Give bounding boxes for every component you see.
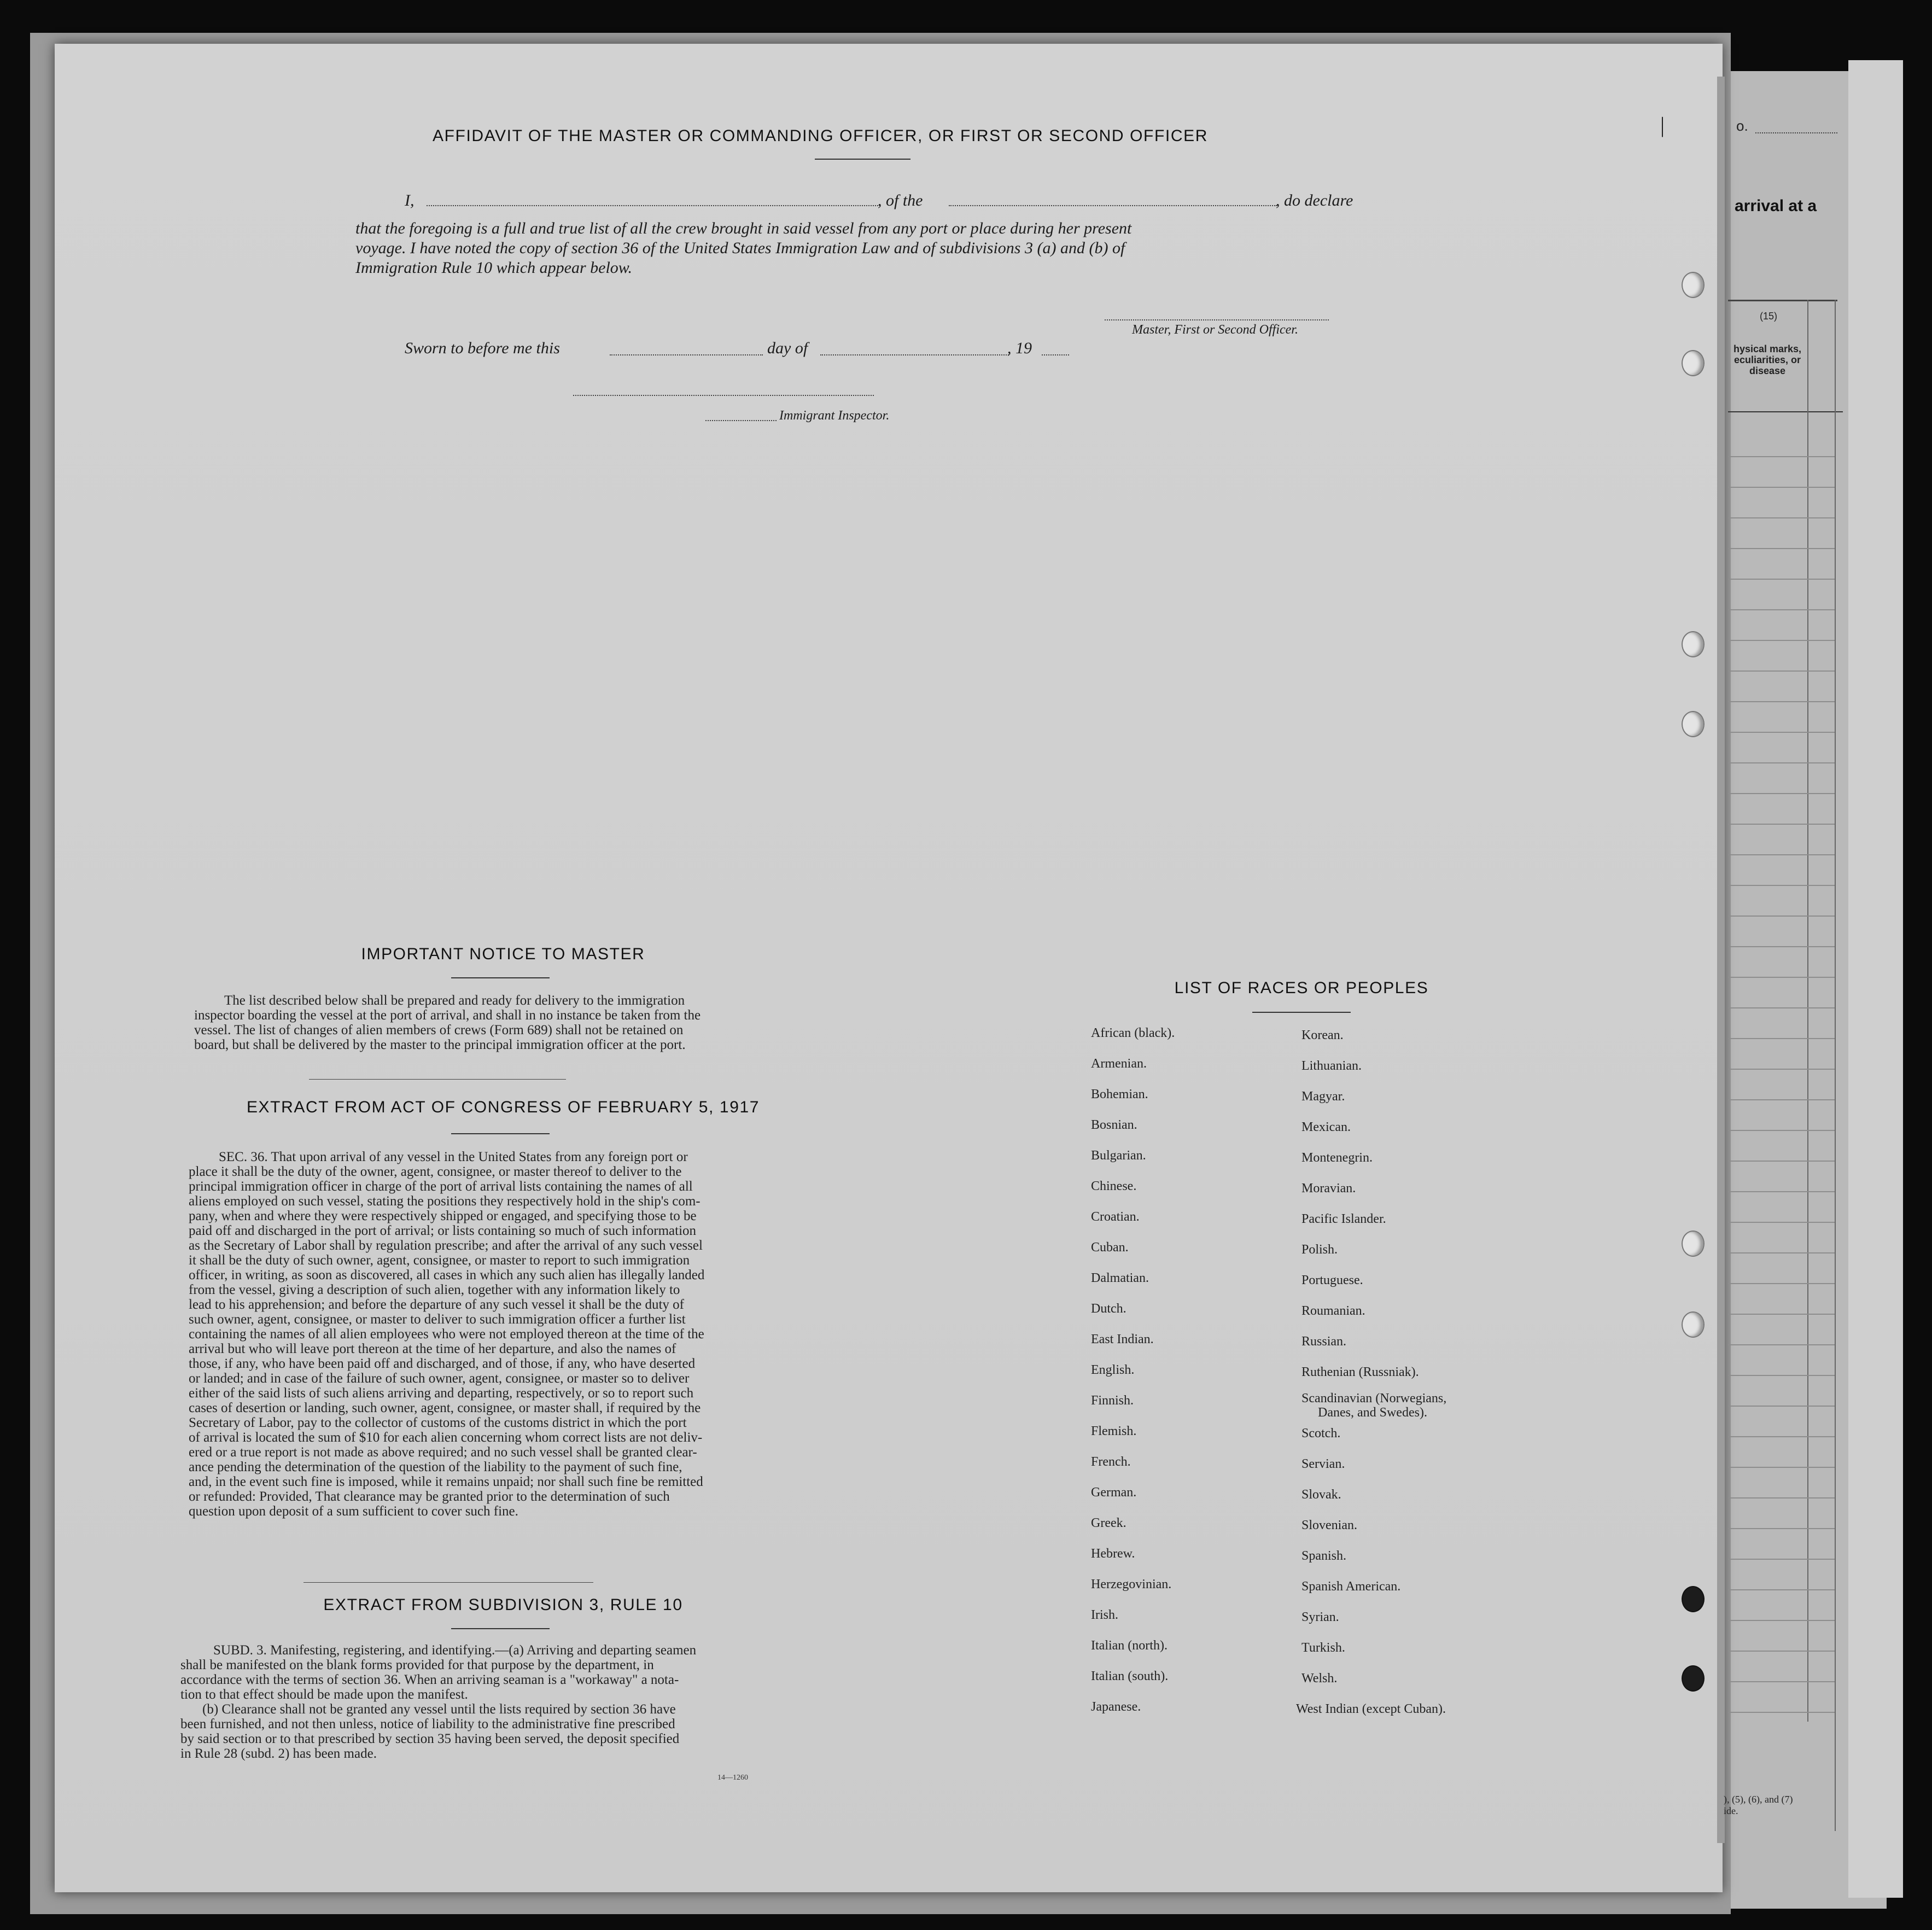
act-line: aliens employed on such vessel, stating the positions they respectively hold in the ship's com-: [189, 1194, 701, 1209]
race-right: Pacific Islander.: [1301, 1212, 1386, 1226]
act-line: officer, in writing, as soon as discovered, all cases in which any such alien has illegally landed: [189, 1268, 705, 1282]
act-line: or refunded: Provided, That clearance may be granted prior to the determination of such: [189, 1489, 670, 1504]
races-underline: [1252, 1012, 1351, 1013]
back-sheet-col-rule: [1728, 411, 1843, 412]
day-of-label: day of: [767, 339, 808, 357]
declare-label: , do declare: [1276, 191, 1353, 209]
act-line: from the vessel, giving a description of such alien, together with any information likely to: [189, 1282, 680, 1297]
race-left: Dalmatian.: [1091, 1271, 1149, 1285]
affidavit-body: [355, 219, 1373, 278]
vessel-name-field[interactable]: [949, 205, 1277, 206]
punch-hole: [1682, 272, 1705, 298]
act-heading: EXTRACT FROM ACT OF CONGRESS OF FEBRUARY 5, 1917: [246, 1098, 760, 1116]
race-right: Slovenian.: [1301, 1518, 1357, 1532]
rule-line: shall be manifested on the blank forms provided for that purpose by the department, in: [180, 1658, 654, 1672]
race-right: Servian.: [1301, 1457, 1345, 1471]
race-right: Ruthenian (Russniak).: [1301, 1365, 1419, 1379]
race-right: Turkish.: [1301, 1641, 1345, 1655]
rule-line: accordance with the terms of section 36. When an arriving seaman is a "workaway" a nota-: [180, 1672, 679, 1687]
race-right: Montenegrin.: [1301, 1151, 1373, 1165]
race-right: Welsh.: [1301, 1671, 1338, 1686]
races-heading: LIST OF RACES OR PEOPLES: [1174, 979, 1429, 997]
race-right: Russian.: [1301, 1334, 1347, 1349]
inspector-dotline: [705, 420, 777, 421]
act-line: as the Secretary of Labor shall by regulation prescribe; and after the arrival of any such vessel: [189, 1238, 703, 1253]
race-left: East Indian.: [1091, 1332, 1154, 1346]
act-line: arrival but who will leave port thereon at the time of her departure, and also the names of: [189, 1342, 676, 1356]
act-line: either of the said lists of such aliens arriving and departing, respectively, or so to report such: [189, 1386, 694, 1401]
race-right: Roumanian.: [1301, 1304, 1365, 1318]
back-sheet-no: o.: [1736, 118, 1748, 134]
affiant-label: I,: [405, 191, 415, 209]
race-left: Greek.: [1091, 1516, 1126, 1530]
back-sheet-dotline: [1755, 132, 1837, 133]
act-line: it shall be the duty of such owner, agent, consignee, or master to report to such immigration: [189, 1253, 690, 1268]
act-line: Secretary of Labor, pay to the collector of customs of the customs district in which the port: [189, 1415, 687, 1430]
act-line: or landed; and in case of the failure of such owner, agent, consignee, or master so to deliver: [189, 1371, 690, 1386]
race-left: Herzegovinian.: [1091, 1577, 1172, 1591]
back-sheet-footer-line: ), (5), (6), and (7): [1724, 1794, 1793, 1805]
act-line: paid off and discharged in the port of arrival; or lists containing so much of such information: [189, 1223, 697, 1238]
race-right: Korean.: [1301, 1028, 1344, 1042]
race-right: Polish.: [1301, 1243, 1338, 1257]
rule-line: tion to that effect should be made upon the manifest.: [180, 1687, 468, 1702]
act-line: such owner, agent, consignee, or master to deliver to such immigration officer a further list: [189, 1312, 686, 1327]
affidavit-body-line: that the foregoing is a full and true list of all the crew brought in said vessel from any port or place during her present: [355, 219, 1132, 237]
race-right: Scotch.: [1301, 1426, 1341, 1441]
act-line: principal immigration officer in charge of the port of arrival lists containing the names of all: [189, 1179, 693, 1194]
page-edge: [1717, 77, 1725, 1843]
race-right: Syrian.: [1301, 1610, 1339, 1624]
punch-hole: [1682, 1231, 1705, 1257]
section-divider: [303, 1582, 593, 1583]
act-line: SEC. 36. That upon arrival of any vessel in the United States from any foreign port or: [219, 1150, 688, 1164]
act-line: lead to his apprehension; and before the departure of any such vessel it shall be the duty of: [189, 1297, 684, 1312]
notice-line: vessel. The list of changes of alien members of crews (Form 689) shall not be retained on: [194, 1023, 684, 1037]
punch-hole: [1682, 1665, 1705, 1692]
year-label: , 19: [1007, 339, 1032, 357]
race-left: Bosnian.: [1091, 1118, 1137, 1132]
race-right: Spanish.: [1301, 1549, 1347, 1563]
notice-underline: [451, 977, 550, 978]
notice-line: inspector boarding the vessel at the port of arrival, and shall in no instance be taken from the: [194, 1008, 701, 1023]
back-sheet-header-rule: [1728, 300, 1837, 301]
act-line: place it shall be the duty of the owner, agent, consignee, or master thereof to deliver to the: [189, 1164, 682, 1179]
punch-hole: [1682, 1311, 1705, 1338]
race-left: English.: [1091, 1363, 1135, 1377]
officer-signature-field[interactable]: [1105, 319, 1329, 320]
back-sheet-col-number: (15): [1760, 311, 1778, 322]
punch-hole: [1682, 1586, 1705, 1612]
officer-caption: Master, First or Second Officer.: [1132, 323, 1298, 337]
race-left: French.: [1091, 1455, 1131, 1469]
rule-line: in Rule 28 (subd. 2) has been made.: [180, 1746, 377, 1761]
col-label-line: disease: [1749, 365, 1786, 376]
affidavit-heading: AFFIDAVIT OF THE MASTER OR COMMANDING OFFICER, OR FIRST OR SECOND OFFICER: [433, 127, 1208, 145]
act-line: of arrival is located the sum of $10 for each alien concerning whom correct lists are not deliv-: [189, 1430, 703, 1445]
section-divider: [309, 1079, 566, 1080]
notice-heading: IMPORTANT NOTICE TO MASTER: [361, 945, 645, 963]
race-left: Italian (south).: [1091, 1669, 1169, 1683]
act-line: cases of desertion or landing, such owner, agent, consignee, or master shall, if required by the: [189, 1401, 701, 1415]
col-label-line: eculiarities, or: [1733, 354, 1801, 365]
race-right: Lithuanian.: [1301, 1059, 1362, 1073]
act-line: and, in the event such fine is imposed, while it remains unpaid; nor shall such fine be remitted: [189, 1474, 703, 1489]
back-sheet-arrival: arrival at a: [1735, 197, 1817, 215]
race-right: West Indian (except Cuban).: [1296, 1702, 1446, 1716]
race-left: Flemish.: [1091, 1424, 1137, 1438]
sworn-year-field[interactable]: [1042, 354, 1069, 355]
act-text: [189, 1150, 804, 1519]
race-left: Finnish.: [1091, 1393, 1134, 1408]
rule-line: by said section or to that prescribed by section 35 having been served, the deposit specified: [180, 1731, 680, 1746]
race-left: Bulgarian.: [1091, 1148, 1146, 1163]
race-right: Slovak.: [1301, 1488, 1341, 1502]
sworn-label: Sworn to before me this: [405, 339, 560, 357]
affiant-name-field[interactable]: [427, 205, 880, 206]
inspector-caption: Immigrant Inspector.: [779, 409, 890, 423]
race-left: Armenian.: [1091, 1057, 1147, 1071]
act-line: ance pending the determination of the question of the liability to the payment of such fine,: [189, 1460, 682, 1474]
race-right: Moravian.: [1301, 1181, 1356, 1196]
race-right-continued: Danes, and Swedes).: [1318, 1406, 1427, 1420]
race-right: Spanish American.: [1301, 1579, 1401, 1594]
vessel-label: , of the: [878, 191, 923, 209]
race-left: Japanese.: [1091, 1700, 1141, 1714]
rule-line: SUBD. 3. Manifesting, registering, and identifying.—(a) Arriving and departing seamen: [213, 1643, 697, 1658]
race-left: Cuban.: [1091, 1240, 1129, 1255]
heading-underline: [815, 159, 910, 160]
race-right: Magyar.: [1301, 1089, 1345, 1104]
back-sheet-footer-line: ide.: [1724, 1805, 1738, 1816]
act-line: containing the names of all alien employees who were not employed thereon at the time of the: [189, 1327, 704, 1342]
back-sheet-grid-line: [1835, 300, 1836, 1831]
rule-line: (b) Clearance shall not be granted any vessel until the lists required by section 36 have: [202, 1702, 676, 1717]
back-sheet-footer: [1724, 1794, 1793, 1817]
form-number: 14—1260: [717, 1774, 748, 1782]
race-left: Dutch.: [1091, 1302, 1126, 1316]
punch-hole: [1682, 350, 1705, 376]
act-underline: [451, 1133, 550, 1134]
affidavit-body-line: Immigration Rule 10 which appear below.: [355, 259, 633, 277]
race-left: German.: [1091, 1485, 1137, 1500]
col-label-line: hysical marks,: [1733, 343, 1802, 354]
punch-hole: [1682, 631, 1705, 657]
sworn-day-field[interactable]: [610, 354, 763, 355]
race-right: Portuguese.: [1301, 1273, 1363, 1287]
race-left: Croatian.: [1091, 1210, 1140, 1224]
notice-line: board, but shall be delivered by the master to the principal immigration officer at the port.: [194, 1037, 686, 1052]
punch-hole: [1682, 711, 1705, 737]
act-line: pany, when and where they were respectively shipped or engaged, and specifying those to be: [189, 1209, 697, 1223]
inspector-signature-field[interactable]: [573, 395, 874, 396]
rule-line: been furnished, and not then unless, notice of liability to the administrative fine prescribed: [180, 1717, 675, 1731]
race-left: Bohemian.: [1091, 1087, 1148, 1101]
notice-line: The list described below shall be prepared and ready for delivery to the immigration: [224, 993, 685, 1008]
race-right: Scandinavian (Norwegians,: [1301, 1391, 1447, 1406]
race-left: Chinese.: [1091, 1179, 1137, 1193]
affidavit-page: [55, 44, 1723, 1892]
race-left: African (black).: [1091, 1026, 1175, 1040]
rule-underline: [451, 1628, 550, 1629]
race-left: Italian (north).: [1091, 1639, 1168, 1653]
act-line: those, if any, who have been paid off and discharged, and of those, if any, who have deserted: [189, 1356, 696, 1371]
notice-text: [194, 993, 807, 1052]
race-left: Hebrew.: [1091, 1547, 1135, 1561]
affidavit-body-line: voyage. I have noted the copy of section 36 of the United States Immigration Law and of subdivisions 3 (a) and (b) of: [355, 239, 1125, 257]
back-sheet-col-label: [1729, 343, 1806, 376]
corner-mark: |: [1660, 113, 1665, 137]
sworn-month-field[interactable]: [820, 354, 1009, 355]
act-line: ered or a true report is not made as above required; and no such vessel shall be granted clear-: [189, 1445, 697, 1460]
back-sheet-ruled-lines: [1728, 427, 1835, 1739]
race-left: Irish.: [1091, 1608, 1118, 1622]
rule-text: [180, 1643, 798, 1761]
back-sheet-edge: [1848, 60, 1903, 1898]
rule-heading: EXTRACT FROM SUBDIVISION 3, RULE 10: [323, 1596, 683, 1614]
race-right: Mexican.: [1301, 1120, 1351, 1134]
act-line: question upon deposit of a sum sufficient to cover such fine.: [189, 1504, 518, 1519]
